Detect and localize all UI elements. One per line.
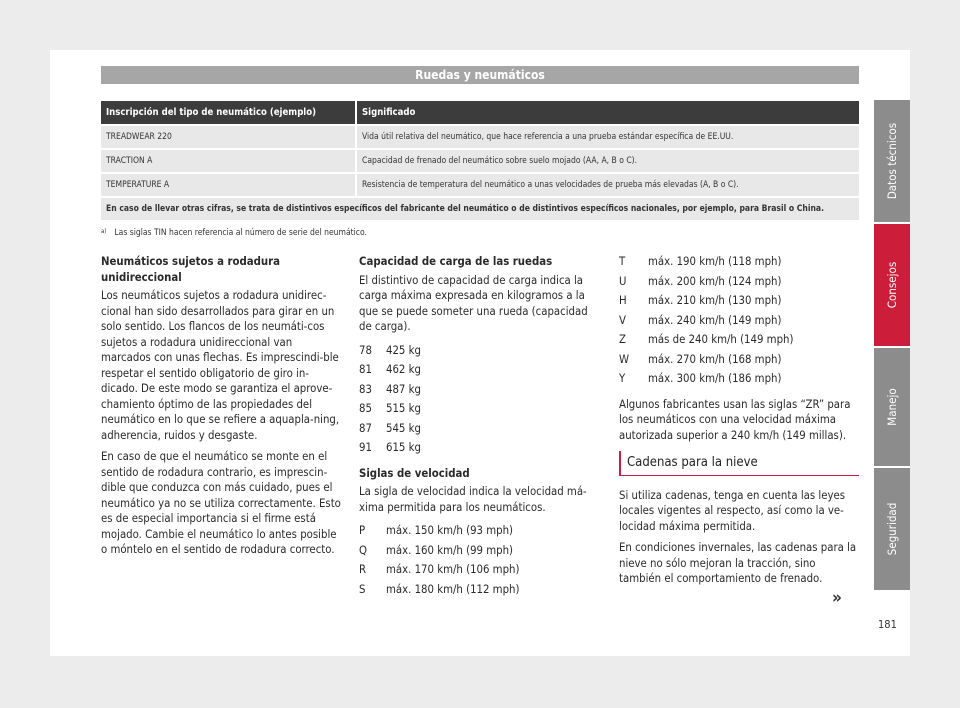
footnote-marker: a) — [101, 228, 107, 235]
load-capacity-heading: Capacidad de carga de las ruedas — [359, 255, 553, 268]
load-value: 462 kg — [386, 363, 421, 376]
speed-value: máx. 210 km/h (130 mph) — [648, 294, 782, 307]
load-value: 487 kg — [386, 382, 421, 396]
paragraph: Los neumáticos sujetos a rodadura unidirec-cional han sido desarrollados para girar en un solo sentido. Los flancos de los neumáti-cos sujetos a rodadura unidireccional van marcados con unas flechas. Es imprescindi-ble respetar el sentido obligatorio de giro in-dicado. De este modo se garantiza el aprove-chamiento óptimo de las propiedades del neumático en lo que se refiere a aquapla-ning, adherencia, ruidos y desgaste. — [101, 289, 340, 442]
speed-value: más de 240 km/h (149 mph) — [648, 333, 794, 346]
speed-value: máx. 270 km/h (168 mph) — [648, 352, 782, 366]
load-index-list — [359, 341, 599, 458]
list-item — [359, 560, 599, 580]
speed-code: Y — [619, 372, 626, 385]
load-value: 515 kg — [386, 402, 421, 415]
speed-value: máx. 180 km/h (112 mph) — [386, 582, 520, 596]
paragraph: En caso de que el neumático se monte en el sentido de rodadura contrario, es imprescin-dible que conduzca con más cuidado, pues el neumático ya no se utiliza correctamente. Esto es de especial importancia si el firme está mojado. Cambie el neumático lo antes posible o móntelo en el sentido de rodadura correcto. — [101, 450, 341, 556]
list-item — [359, 380, 599, 400]
load-value: 545 kg — [386, 421, 421, 435]
table-row — [101, 125, 859, 149]
column-header-inscription: Inscripción del tipo de neumático (ejemplo) — [101, 101, 356, 125]
paragraph: La sigla de velocidad indica la velocidad má-xima permitida para los neumáticos. — [359, 485, 587, 514]
speed-code: H — [619, 294, 627, 307]
paragraph: Si utiliza cadenas, tenga en cuenta las leyes locales vigentes al respecto, así como la ve-locidad máxima permitida. — [619, 488, 846, 533]
speed-value: máx. 300 km/h (186 mph) — [648, 372, 782, 385]
page-number: 181 — [878, 618, 897, 631]
speed-rating-list-continued — [619, 252, 859, 389]
load-index: 78 — [359, 343, 372, 357]
paragraph: El distintivo de capacidad de carga indica la carga máxima expresada en kilogramos a la que se puede someter una rueda (capacidad de carga). — [359, 273, 588, 333]
load-value: 615 kg — [386, 441, 421, 454]
speed-code: W — [619, 352, 630, 366]
speed-code: P — [359, 524, 366, 537]
list-item — [619, 369, 859, 389]
speed-code: R — [359, 563, 367, 576]
list-item — [619, 350, 859, 370]
speed-code: Z — [619, 333, 626, 346]
speed-value: máx. 240 km/h (149 mph) — [648, 313, 782, 327]
speed-value: máx. 150 km/h (93 mph) — [386, 524, 513, 537]
load-index: 91 — [359, 441, 372, 454]
footnote — [101, 228, 367, 238]
tab-manejo[interactable] — [874, 348, 910, 466]
column-middle — [359, 254, 599, 599]
column-header-meaning: Significado — [356, 101, 859, 125]
table-cell: Resistencia de temperatura del neumático a unas velocidades de prueba más elevadas (A, B o C). — [356, 173, 859, 197]
speed-code: V — [619, 313, 626, 327]
table-cell: TEMPERATURE A — [101, 173, 356, 197]
list-item — [359, 541, 599, 561]
tab-label: Seguridad — [885, 502, 899, 556]
tire-marking-table — [101, 101, 859, 220]
table-row — [101, 173, 859, 197]
list-item — [359, 399, 599, 419]
load-index: 83 — [359, 382, 372, 396]
column-left — [101, 254, 341, 564]
load-value: 425 kg — [386, 343, 421, 357]
paragraph: En condiciones invernales, las cadenas para la nieve no sólo mejoran la tracción, sino también el comportamiento de frenado. — [619, 541, 857, 585]
speed-code: T — [619, 255, 626, 268]
list-item — [359, 580, 599, 600]
table-cell: Vida útil relativa del neumático, que hace referencia a una prueba estándar específica de EE.UU. — [356, 125, 859, 149]
speed-code: U — [619, 274, 627, 288]
load-index: 85 — [359, 402, 372, 415]
tab-seguridad[interactable] — [874, 468, 910, 590]
section-header: Ruedas y neumáticos — [101, 66, 859, 84]
snow-chains-section-title: Cadenas para la nieve — [619, 451, 859, 476]
list-item — [359, 341, 599, 361]
speed-value: máx. 160 km/h (99 mph) — [386, 543, 513, 557]
list-item — [359, 521, 599, 541]
list-item — [619, 272, 859, 292]
tab-datos-tecnicos[interactable] — [874, 100, 910, 222]
list-item — [619, 252, 859, 272]
speed-value: máx. 170 km/h (106 mph) — [386, 563, 520, 576]
footnote-text: Las siglas TIN hacen referencia al número de serie del neumático. — [114, 228, 367, 238]
list-item — [619, 330, 859, 350]
speed-rating-list — [359, 521, 599, 599]
speed-value: máx. 190 km/h (118 mph) — [648, 255, 782, 268]
speed-code: S — [359, 582, 366, 596]
list-item — [359, 360, 599, 380]
table-note-row — [101, 197, 859, 220]
speed-value: máx. 200 km/h (124 mph) — [648, 274, 782, 288]
list-item — [359, 419, 599, 439]
table-header-row — [101, 101, 859, 125]
tab-label: Manejo — [885, 388, 899, 426]
tab-label: Consejos — [885, 261, 899, 309]
speed-code: Q — [359, 543, 367, 557]
paragraph: Algunos fabricantes usan las siglas “ZR” para los neumáticos con una velocidad máxima autorizada superior a 240 km/h (149 millas). — [619, 397, 851, 442]
tab-consejos[interactable] — [874, 224, 910, 346]
list-item — [619, 311, 859, 331]
tab-label: Datos técnicos — [885, 122, 899, 200]
column-right — [619, 252, 859, 593]
unidirectional-heading: Neumáticos sujetos a rodadura unidireccional — [101, 255, 281, 284]
table-row — [101, 149, 859, 173]
speed-rating-heading: Siglas de velocidad — [359, 466, 470, 480]
table-cell: Capacidad de frenado del neumático sobre suelo mojado (AA, A, B o C). — [356, 149, 859, 173]
load-index: 81 — [359, 363, 372, 376]
list-item — [619, 291, 859, 311]
load-index: 87 — [359, 421, 372, 435]
table-cell: TREADWEAR 220 — [101, 125, 356, 149]
table-note: En caso de llevar otras cifras, se trata de distintivos específicos del fabricante del neumático o de distintivos específicos nacionales, por ejemplo, para Brasil o China. — [101, 197, 859, 220]
list-item — [359, 438, 599, 458]
continue-arrow-icon: » — [832, 588, 842, 608]
table-cell: TRACTION A — [101, 149, 356, 173]
